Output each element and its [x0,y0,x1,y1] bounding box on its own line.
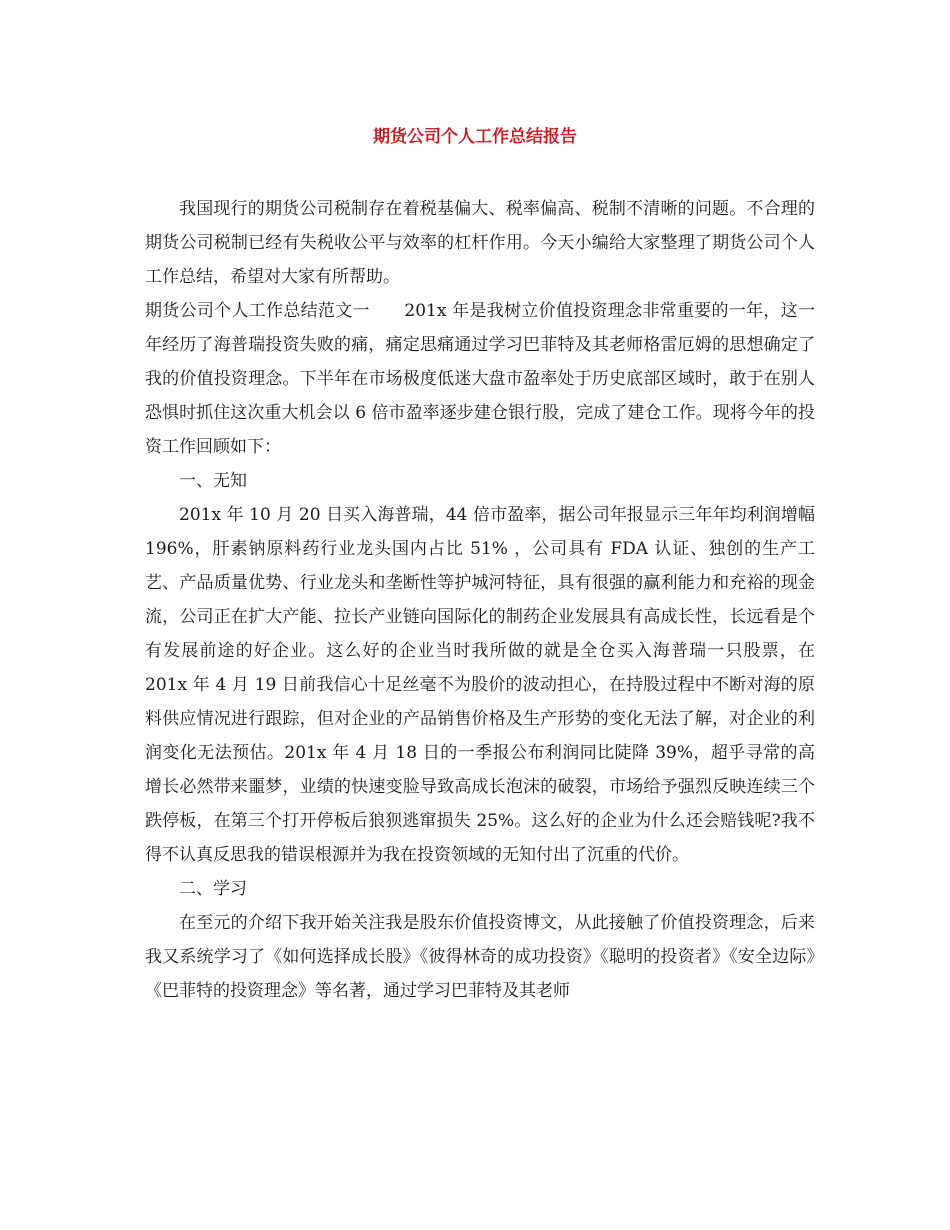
ignorance-paragraph: 201x 年 10 月 20 日买入海普瑞，44 倍市盈率，据公司年报显示三年年均利润增幅 196%，肝素钠原料药行业龙头国内占比 51% ，公司具有 FDA 认证、独创的生产工艺、产品质量优势、行业龙头和垄断性等护城河特征，具有很强的赢利能力和充裕的现金流，公司正在扩大产能、拉长产业链向国际化的制药企业发展具有高成长性，长远看是个有发展前途的好企业。这么好的企业当时我所做的就是全仓买入海普瑞一只股票，在 201x 年 4 月 19 日前我信心十足丝毫不为股价的波动担心，在持股过程中不断对海的原料供应情况进行跟踪，但对企业的产品销售价格及生产形势的变化无法了解，对企业的利润变化无法预估。201x 年 4 月 18 日的一季报公布利润同比陡降 39%，超乎寻常的高增长必然带来噩梦，业绩的快速变脸导致高成长泡沫的破裂，市场给予强烈反映连续三个跌停板，在第三个打开停板后狼狈逃窜损失 25%。这么好的企业为什么还会赔钱呢?我不得不认真反思我的错误根源并为我在投资领域的无知付出了沉重的代价。 [145,505,815,865]
section-heading-learning: 二、学习 [179,879,247,899]
document-title: 期货公司个人工作总结报告 [373,127,577,147]
document-body [145,192,815,1008]
intro-paragraph: 我国现行的期货公司税制存在着税基偏大、税率偏高、税制不清晰的问题。不合理的期货公司税制已经有失税收公平与效率的杠杆作用。今天小编给大家整理了期货公司个人工作总结，希望对大家有所帮助。 [145,199,815,287]
learning-paragraph: 在至元的介绍下我开始关注我是股东价值投资博文，从此接触了价值投资理念，后来我又系统学习了《如何选择成长股》《彼得林奇的成功投资》《聪明的投资者》《安全边际》《巴菲特的投资理念》等名著，通过学习巴菲特及其老师 [145,913,815,1001]
sample-intro-paragraph: 期货公司个人工作总结范文一 201x 年是我树立价值投资理念非常重要的一年，这一年经历了海普瑞投资失败的痛，痛定思痛通过学习巴菲特及其老师格雷厄姆的思想确定了我的价值投资理念。下半年在市场极度低迷大盘市盈率处于历史底部区域时，敢于在别人恐惧时抓住这次重大机会以 6 倍市盈率逐步建仓银行股，完成了建仓工作。现将今年的投资工作回顾如下： [145,301,815,457]
section-heading-ignorance: 一、无知 [179,471,247,491]
